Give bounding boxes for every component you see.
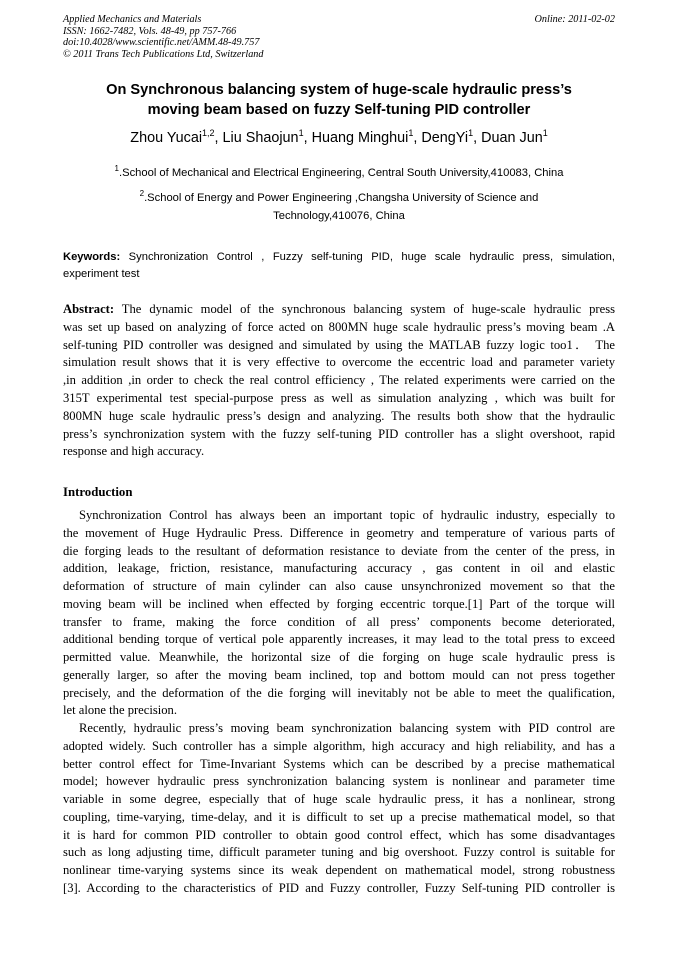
abstract-text: The dynamic model of the synchronous balancing system of huge-scale hydraulic press: [114, 302, 615, 316]
paragraph-line: the movement of Huge Hydraulic Press. Difference in geometry and temperature of various parts of: [63, 525, 615, 540]
author-separator: ,: [303, 130, 312, 146]
paragraph-line: such as long adjusting time, difficult parameter tuning and big overshoot. Fuzzy control is suitable for: [63, 845, 615, 860]
journal-name: Applied Mechanics and Materials: [63, 14, 202, 25]
paragraph-line: better control effect for Time-Invariant Systems which can be described by a precise mathematical: [63, 756, 615, 771]
author: [130, 130, 222, 146]
running-header: [63, 14, 615, 60]
abstract-line: 800MN huge scale hydraulic press’s design and analyzing. The results both show that the hydraulic: [63, 408, 615, 423]
abstract-line: press’s synchronization system with the fuzzy self-tuning PID controller has a slight overshoot, rapid: [63, 426, 615, 441]
author-affil-mark: 1: [408, 128, 414, 138]
paragraph-line: [3]. According to the characteristics of PID and Fuzzy controller, Fuzzy Self-tuning PID controller is: [63, 880, 615, 895]
paragraph-line: addition, leakage, friction, resistance, manufacturing accuracy , gas content in oil and elastic: [63, 561, 615, 576]
author-name: Liu Shaojun: [222, 130, 299, 146]
title-line: On Synchronous balancing system of huge-scale hydraulic press’s: [106, 82, 572, 98]
abstract-line: 315T experimental test special-purpose press as well as simulation analyzing , which was built for: [63, 390, 615, 405]
online-date: Online: 2011-02-02: [534, 14, 615, 25]
author-affil-mark: 1: [468, 128, 474, 138]
affiliation-mark: 2: [139, 189, 145, 198]
affiliation-mark: 1: [114, 164, 119, 173]
paragraph-line: transfer to frame, making the force condition of all press’ components become deteriorated,: [63, 614, 615, 629]
paragraph-line: model; however hydraulic press synchronization balancing system is nonlinear and parameter time: [63, 774, 615, 789]
author: [223, 130, 312, 146]
paragraph-line: nonlinear time-varying systems since its weak dependent on mathematical model, strong robustness: [63, 863, 615, 877]
author-name: Zhou Yucai: [130, 130, 203, 146]
author-separator: ,: [214, 130, 223, 146]
author-affil-mark: 1: [298, 128, 304, 138]
title-line: moving beam based on fuzzy Self-tuning PID controller: [147, 102, 531, 118]
abstract-label: Abstract:: [63, 302, 115, 316]
affiliation-line: [63, 164, 615, 182]
affiliation-line: [63, 189, 615, 207]
abstract: [63, 301, 615, 461]
author-separator: ,: [473, 130, 482, 146]
section-heading: Introduction: [63, 485, 133, 499]
copyright-line: © 2011 Trans Tech Publications Ltd, Switzerland: [63, 48, 264, 60]
paragraph-line: additional bending torque of vertical pole apparently increases, it may lead to the total press to exceed: [63, 632, 615, 647]
paragraph-line: moving beam will be inclined when effected by forging eccentric torque.[1] Part of the torque will: [63, 596, 615, 611]
affiliation-text: .School of Energy and Power Engineering ,Changsha University of Science and: [144, 192, 539, 204]
author-name: Huang Minghui: [311, 130, 409, 146]
paragraph-line: permitted value. Meanwhile, the horizontal size of die forging on huge scale hydraulic press is: [63, 650, 615, 664]
keywords-line: experiment test: [63, 268, 140, 280]
paragraph-line: Synchronization Control has always been an important topic of hydraulic industry, especially to: [79, 508, 615, 522]
author-affil-mark: 1: [542, 128, 548, 138]
abstract-line: response and high accuracy.: [63, 444, 205, 459]
abstract-line: was set up based on analyzing of force acted on 800MN huge scale hydraulic press’s moving beam .A: [63, 319, 615, 334]
paragraph-line: coupling, time-varying, time-delay, and it is difficult to set up a precise mathematical model, so that: [63, 809, 615, 824]
author: [481, 130, 548, 146]
paper-title: [63, 80, 615, 120]
paragraph-line: let alone the precision.: [63, 703, 178, 718]
abstract-line: simulation result shows that it is very effective to overcome the eccentric load and parameter variety: [63, 355, 615, 370]
keywords-line: [63, 249, 615, 266]
author: [421, 130, 481, 146]
author-name: DengYi: [421, 130, 469, 146]
paragraph-line: die forging leads to the resultant of deformation resistance to deviate from the center of the press, in: [63, 543, 615, 558]
paragraph-line: adopted widely. Such controller has a simple algorithm, high accuracy and high reliability, and has a: [63, 738, 615, 753]
affiliation-1: [63, 164, 615, 182]
abstract-line: [63, 301, 615, 319]
paragraph-line: it is hard for common PID controller to obtain good control effect, which has some disadvantages: [63, 827, 615, 842]
author-name: Duan Jun: [481, 130, 543, 146]
introduction-body: [63, 507, 615, 898]
author: [312, 130, 422, 146]
paragraph-line: Recently, hydraulic press’s moving beam synchronization balancing system with PID control are: [79, 721, 615, 735]
paragraph-line: generally larger, so after the moving beam inclined, top and bottom mould can not press together: [63, 667, 615, 682]
keywords-label: Keywords:: [63, 251, 121, 263]
paragraph-line: precisely, and the deformation of the die forging will inevitably not be able to meet the qualification,: [63, 685, 615, 700]
issn-line: ISSN: 1662-7482, Vols. 48-49, pp 757-766: [63, 25, 237, 37]
abstract-line: self-tuning PID controller was designed and simulated by using the MATLAB fuzzy logic too1． The: [63, 337, 615, 352]
paragraph-line: deformation of structure of main cylinder can also cause unsynchronized movement so that the: [63, 579, 615, 593]
author-list: [63, 128, 615, 148]
affiliation-line: Technology,410076, China: [273, 210, 405, 222]
keywords: [63, 249, 615, 283]
author-separator: ,: [413, 130, 422, 146]
keywords-text: Synchronization Control , Fuzzy self-tuning PID, huge scale hydraulic press, simulation,: [120, 251, 615, 263]
doi-line: doi:10.4028/www.scientific.net/AMM.48-49.757: [63, 37, 260, 48]
affiliation-text: .School of Mechanical and Electrical Engineering, Central South University,410083, China: [119, 167, 564, 179]
author-affil-mark: 1,2: [202, 128, 215, 138]
abstract-line: ,in addition ,in order to check the real control efficiency , The related experiments were carried on the: [63, 373, 615, 388]
affiliation-2: [63, 189, 615, 225]
paragraph-line: variable in some degree, especially that of huge scale hydraulic press, it has a nonlinear, strong: [63, 792, 615, 806]
